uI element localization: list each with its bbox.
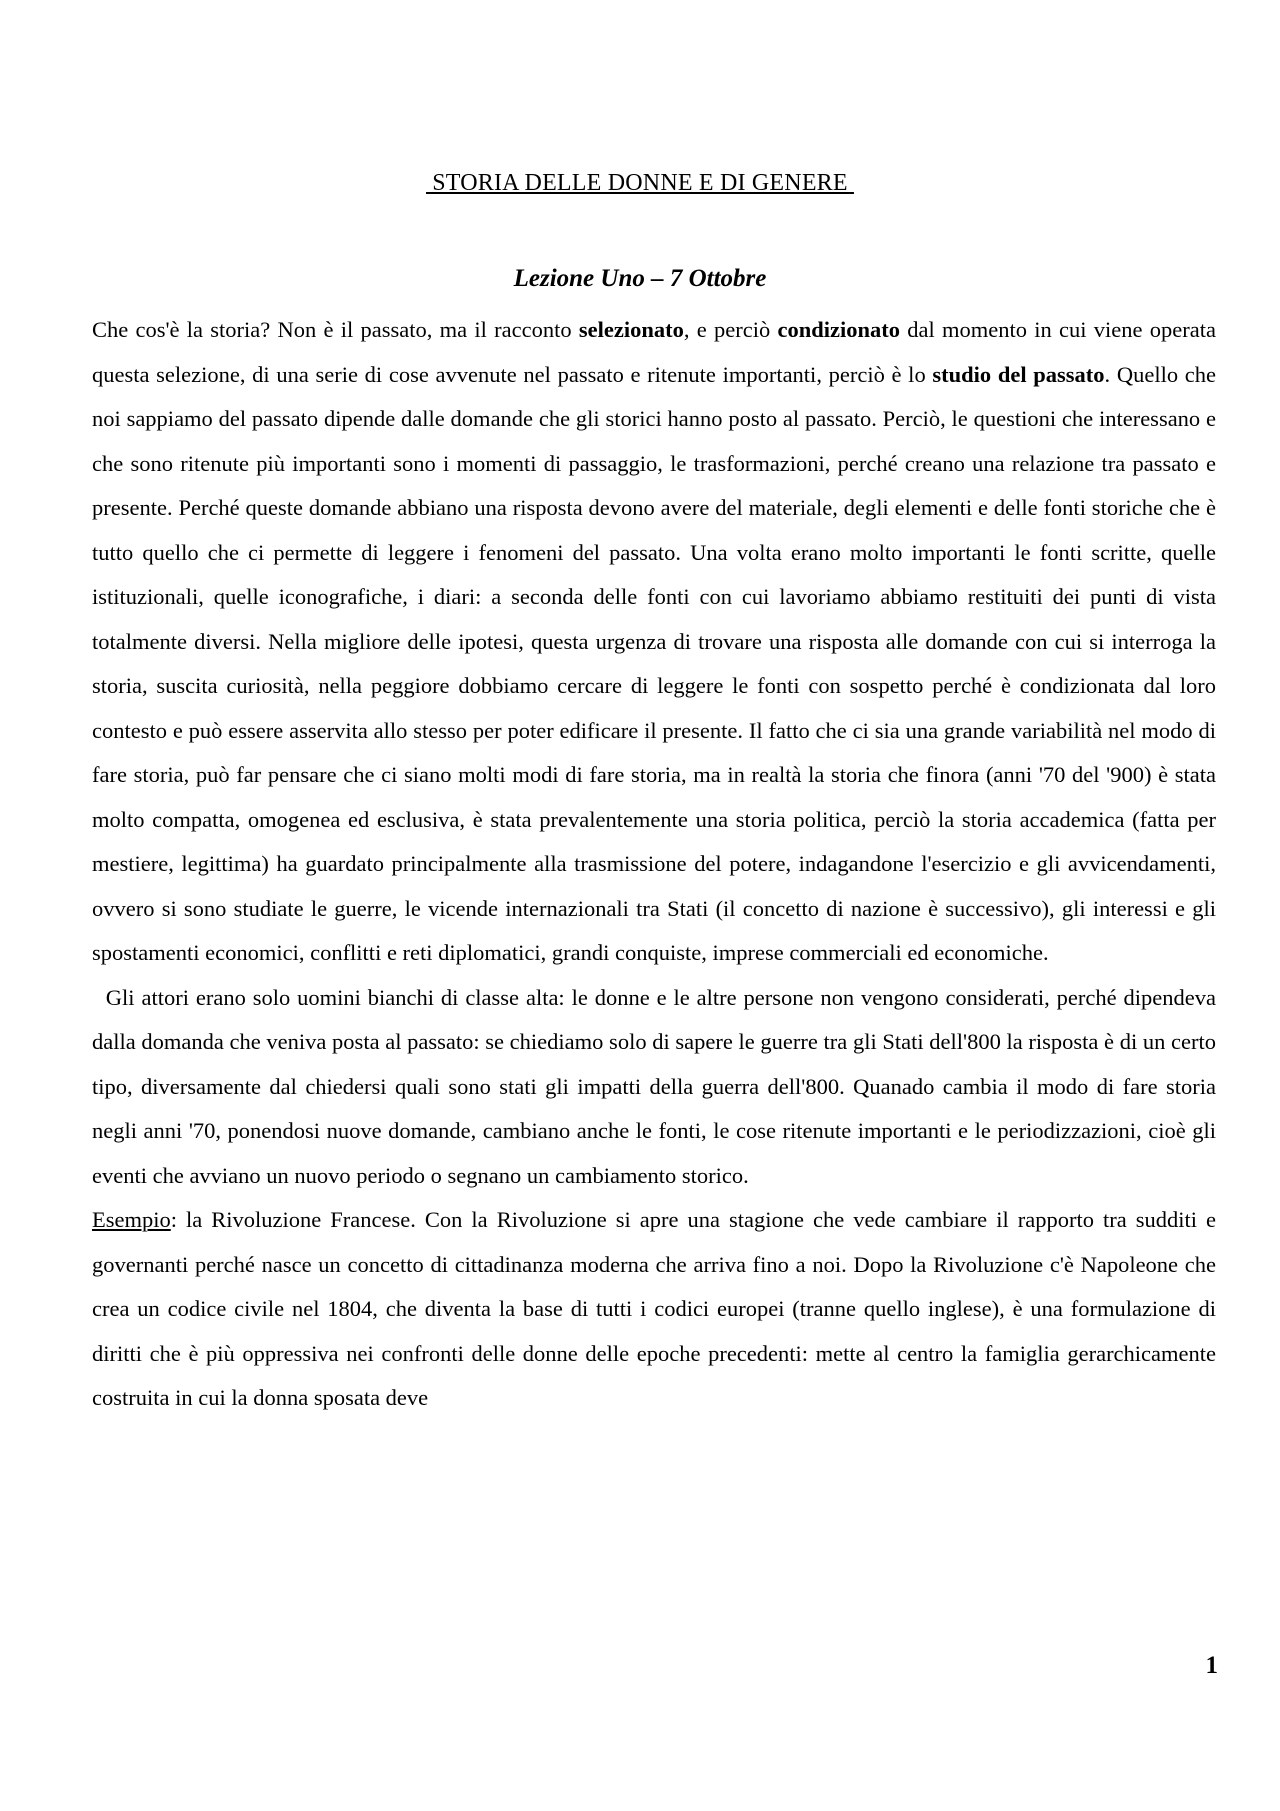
p3-text: : la Rivoluzione Francese. Con la Rivoluzione si apre una stagione che vede cambiare il rapporto tra sudditi e governanti perché nasce un concetto di cittadinanza moderna che arriva fino a noi. Dopo la Rivoluzione c'è Napoleone che crea un codice civile nel 1804, che diventa la base di tutti i codici europei (tranne quello inglese), è una formulazione di diritti che è più oppressiva nei confronti delle donne delle epoche precedenti: mette al centro la famiglia gerarchicamente costruita in cui la donna sposata deve [92, 1207, 1216, 1410]
p1-text-4: . Quello che noi sappiamo del passato dipende dalle domande che gli storici hanno posto al passato. Perciò, le questioni che interessano e che sono ritenute più importanti sono i momenti di passaggio, le trasformazioni, perché creano una relazione tra passato e presente. Perché queste domande abbiano una risposta devono avere del materiale, degli elementi e delle fonti storiche che è tutto quello che ci permette di leggere i fenomeni del passato. Una volta erano molto importanti le fonti scritte, quelle istituzionali, quelle iconografiche, i diari: a seconda delle fonti con cui lavoriamo abbiamo restituiti dei punti di vista totalmente diversi. Nella migliore delle ipotesi, questa urgenza di trovare una risposta alle domande con cui si interroga la storia, suscita curiosità, nella peggiore dobbiamo cercare di leggere le fonti con sospetto perché è condizionata dal loro contesto e può essere asservita allo stesso per poter edificare il presente. Il fatto che ci sia una grande variabilità nel modo di fare storia, può far pensare che ci siano molti modi di fare storia, ma in realtà la storia che finora (anni '70 del '900) è stata molto compatta, omogenea ed esclusiva, è stata prevalentemente una storia politica, perciò la storia accademica (fatta per mestiere, legittima) ha guardato principalmente alla trasmissione del potere, indagandone l'esercizio e gli avvicendamenti, ovvero si sono studiate le guerre, le vicende internazionali tra Stati (il concetto di nazione è successivo), gli interessi e gli spostamenti economici, conflitti e reti diplomatici, grandi conquiste, imprese commerciali ed economiche. [92, 361, 1216, 965]
lesson-heading: Lezione Uno – 7 Ottobre [513, 265, 767, 292]
p1-bold-studio-del-passato: studio del passato [932, 361, 1105, 387]
document-body [92, 308, 1216, 1421]
document-title: STORIA DELLE DONNE E DI GENERE [426, 170, 854, 196]
p1-bold-selezionato: selezionato [578, 317, 684, 342]
page-number: 1 [1205, 1652, 1218, 1679]
p1-text-2: , e perciò [683, 317, 778, 342]
paragraph-2: Gli attori erano solo uomini bianchi di classe alta: le donne e le altre persone non vengono considerati, perché dipendeva dalla domanda che veniva posta al passato: se chiediamo solo di sapere le guerre tra gli Stati dell'800 la risposta è di un certo tipo, diversamente dal chiedersi quali sono stati gli impatti della guerra dell'800. Quanado cambia il modo di fare storia negli anni '70, ponendosi nuove domande, cambiano anche le fonti, le cose ritenute importanti e le periodizzazioni, cioè gli eventi che avviano un nuovo periodo o segnano un cambiamento storico. [92, 984, 1216, 1188]
paragraph-3 [92, 1198, 1216, 1421]
p1-text-1: Che cos'è la storia? Non è il passato, ma il racconto [92, 317, 579, 342]
p1-bold-condizionato: condizionato [777, 317, 901, 342]
example-label: Esempio [92, 1207, 171, 1232]
paragraph-1 [92, 308, 1216, 976]
p1-text-3: dal momento in cui viene operata questa selezione, di una serie di cose avvenute nel passato e ritenute importanti, perciò è lo [92, 317, 1216, 387]
